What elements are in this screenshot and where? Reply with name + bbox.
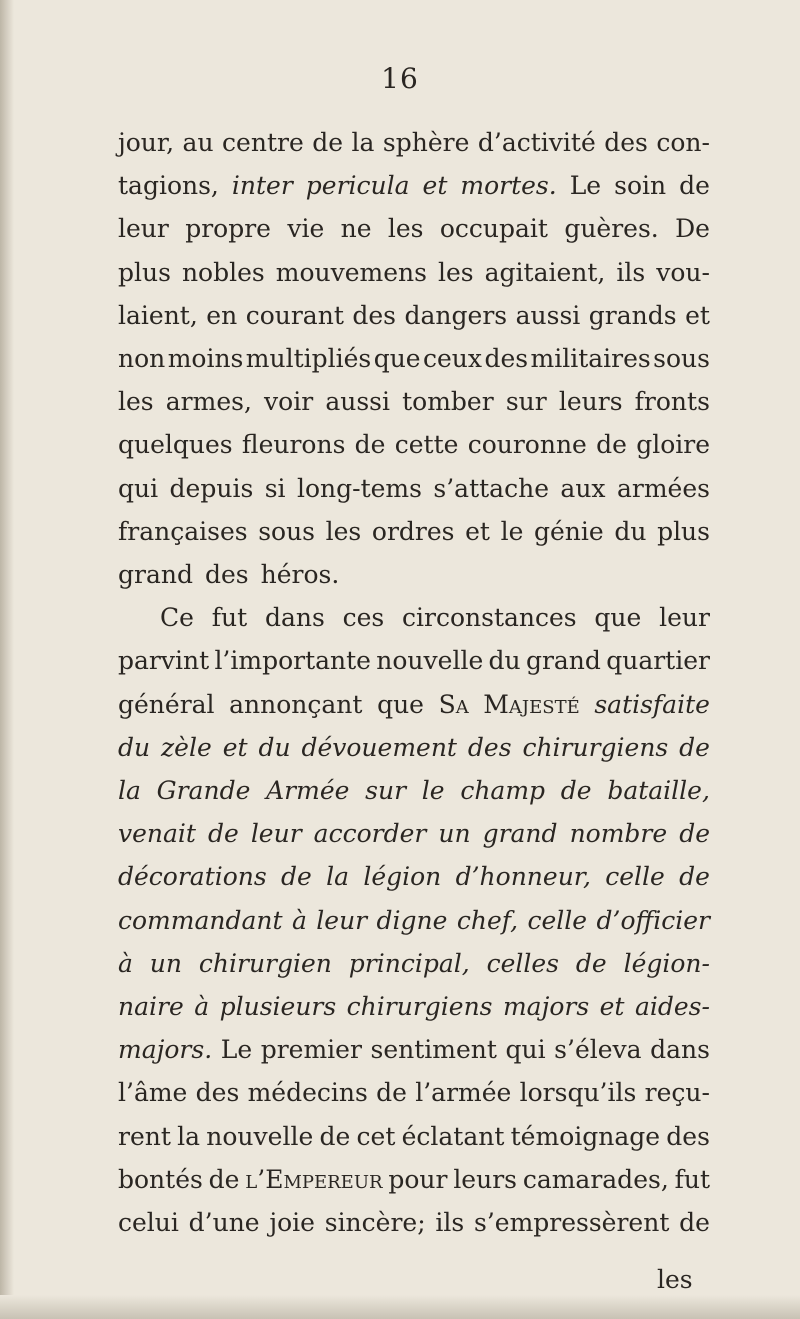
word: les [387, 214, 424, 244]
word: quelques [118, 430, 233, 460]
text-line [118, 1122, 710, 1151]
word: du [614, 516, 647, 546]
word: de [207, 819, 239, 849]
text-line [118, 344, 710, 373]
word: au [182, 128, 214, 157]
text-line [118, 733, 710, 762]
word: des [467, 732, 512, 762]
word: aussi [515, 300, 581, 330]
word: du [118, 732, 151, 762]
word: chirurgien [198, 948, 332, 978]
word: grand [118, 560, 193, 589]
word: à [291, 905, 307, 935]
word: légion- [623, 948, 710, 978]
word: sphère [382, 128, 470, 157]
word: des [484, 344, 529, 373]
text-line [118, 776, 710, 805]
word: en [206, 300, 238, 330]
word: un [438, 819, 471, 849]
word: plusieurs [219, 992, 337, 1021]
word: vou- [656, 257, 710, 287]
text-line [118, 949, 710, 978]
word: fronts [634, 387, 710, 417]
word: la [177, 1121, 201, 1151]
word: fleurons [241, 430, 346, 460]
word: joie [269, 1208, 315, 1237]
word: grand [525, 646, 601, 676]
word: annonçant [229, 689, 363, 719]
word: vie [287, 214, 325, 244]
word: ne [340, 214, 372, 244]
text-line [118, 646, 710, 675]
word: militaires [530, 344, 651, 373]
word: de [679, 171, 710, 201]
word: majors [502, 992, 590, 1021]
word: guères. [564, 214, 659, 244]
word: éclatant [401, 1121, 505, 1151]
word: Le [220, 1035, 253, 1065]
word: reçu- [644, 1078, 710, 1108]
text-line [118, 430, 710, 459]
word: non [118, 344, 166, 373]
word: couronne [467, 430, 587, 460]
word: satisfaite [594, 689, 710, 719]
word: propre [185, 214, 271, 244]
word: occupait [439, 214, 548, 244]
word: voir [264, 387, 314, 417]
text-line [118, 214, 710, 243]
word: ils [616, 257, 646, 287]
word: premier [260, 1035, 362, 1065]
word: con- [656, 128, 710, 157]
word: armées [616, 473, 710, 503]
text-line [118, 517, 710, 546]
word: jour, [118, 128, 175, 157]
word: sentiment [370, 1035, 497, 1065]
text-line [118, 258, 710, 287]
word: la [351, 128, 375, 157]
text-line [118, 171, 710, 200]
word: le [500, 516, 524, 546]
word: lorsqu’ils [519, 1078, 637, 1108]
word: et [422, 171, 448, 201]
text-line [118, 560, 710, 589]
word: Sa [438, 689, 469, 719]
page-number: 16 [381, 62, 419, 95]
word: de [208, 1164, 240, 1194]
catchword: les [657, 1265, 693, 1294]
word: de [354, 430, 386, 460]
word: du [258, 732, 291, 762]
word: De [675, 214, 710, 244]
word: leur [316, 905, 368, 935]
word: de [575, 948, 607, 978]
word: sur [365, 776, 407, 805]
word: ces [342, 603, 385, 633]
word: de [679, 732, 710, 762]
word: principal, [348, 948, 470, 978]
text-line [118, 690, 710, 719]
word: pericula [305, 171, 410, 201]
word: ils [435, 1208, 465, 1237]
word: dans [264, 603, 325, 633]
word: de [679, 1208, 710, 1237]
word: long-tems [296, 473, 422, 503]
word: des [204, 560, 249, 589]
word: cette [394, 430, 459, 460]
word: chef, [456, 905, 519, 935]
word: mortes. [460, 171, 557, 201]
word: des [666, 1121, 710, 1151]
text-line [118, 1208, 710, 1237]
word: l’importante [214, 646, 371, 676]
word: et [599, 992, 625, 1021]
text-line [118, 1035, 710, 1064]
word: depuis [169, 473, 254, 503]
word: sous [258, 516, 316, 546]
word: s’éleva [554, 1035, 642, 1065]
word: majors. [118, 1035, 213, 1065]
word: zèle [161, 732, 212, 762]
word: leur [250, 819, 302, 849]
word: d’officier [596, 905, 710, 935]
word: que [594, 603, 642, 633]
word: gloire [636, 430, 710, 460]
word: centre [222, 128, 304, 157]
word: moins [167, 344, 244, 373]
word: de [312, 128, 344, 157]
word: plus [657, 516, 710, 546]
word: aux [560, 473, 606, 503]
word: qui [118, 473, 159, 503]
word: tagions, [118, 171, 219, 201]
word: génie [534, 516, 604, 546]
text-line [118, 387, 710, 416]
word: dans [650, 1035, 710, 1065]
word: la [326, 862, 350, 892]
word: les [325, 516, 362, 546]
word: multipliés [245, 344, 372, 373]
word: des [604, 128, 648, 157]
word: camarades, [522, 1164, 669, 1194]
word: les [437, 257, 474, 287]
text-line [118, 474, 710, 503]
word: que [377, 689, 424, 719]
word: parvint [118, 646, 210, 676]
word: sur [505, 387, 547, 417]
word: celle [527, 905, 588, 935]
word: Le [569, 171, 602, 201]
word: l’Empereur [245, 1164, 383, 1194]
word: chirurgiens [522, 732, 669, 762]
word: laient, [118, 300, 198, 330]
word: celles [486, 948, 559, 978]
word: de [281, 862, 312, 892]
word: à [194, 992, 210, 1021]
word: circonstances [402, 603, 577, 633]
word: la [118, 776, 141, 805]
word: nouvelle [376, 646, 484, 676]
word: d’activité [477, 128, 596, 157]
word: médecins [247, 1078, 368, 1108]
word: nouvelle [206, 1121, 314, 1151]
word: décorations [118, 862, 267, 892]
text-line [118, 906, 710, 935]
text-line [118, 992, 710, 1021]
word: et [222, 732, 248, 762]
word: armes, [165, 387, 252, 417]
word: Armée [266, 776, 350, 805]
word: celui [118, 1208, 179, 1237]
text-line [118, 301, 710, 330]
word: chirurgiens [346, 992, 493, 1021]
word: rent [118, 1121, 171, 1151]
word: sincère; [324, 1208, 426, 1237]
word: fut [674, 1164, 710, 1194]
word: aides- [634, 992, 710, 1021]
word: d’une [188, 1208, 260, 1237]
word: commandant [118, 905, 283, 935]
word: mouvemens [275, 257, 427, 287]
word: Ce [160, 603, 194, 633]
word: général [118, 689, 215, 719]
word: dévouement [301, 732, 457, 762]
word: leurs [558, 387, 623, 417]
word: plus [118, 257, 171, 287]
word: pour [388, 1164, 448, 1194]
word: ceux [423, 344, 483, 373]
word: s’attache [433, 473, 549, 503]
word: témoignage [510, 1121, 661, 1151]
word: aussi [325, 387, 390, 417]
word: naire [118, 992, 184, 1021]
word: quartier [606, 646, 710, 676]
word: nobles [181, 257, 265, 287]
word: soin [614, 171, 667, 201]
word: des [352, 300, 397, 330]
word: le [421, 776, 445, 805]
word: grands [588, 300, 677, 330]
word: Grande [156, 776, 251, 805]
word: leur [118, 214, 169, 244]
word: les [118, 387, 154, 417]
word: de [679, 862, 710, 892]
word: que [373, 344, 421, 373]
word: de [376, 1078, 407, 1108]
word: sous [653, 344, 710, 373]
word: d’honneur, [455, 862, 591, 892]
word: nombre [569, 819, 668, 849]
word: françaises [118, 516, 248, 546]
word: ordres [371, 516, 455, 546]
text-line [160, 603, 710, 632]
word: celle [605, 862, 665, 892]
word: héros. [260, 560, 340, 589]
word: de [560, 776, 592, 805]
word: de [679, 819, 710, 849]
word: fut [211, 603, 248, 633]
word: à [118, 948, 133, 978]
word: grand [482, 819, 558, 849]
word: digne [376, 905, 448, 935]
word: cet [356, 1121, 396, 1151]
word: Majesté [483, 689, 580, 719]
word: des [195, 1078, 240, 1108]
word: inter [231, 171, 293, 201]
text-line [118, 1078, 710, 1107]
word: bataille, [607, 776, 710, 805]
word: si [264, 473, 286, 503]
text-line [118, 128, 710, 157]
word: champ [460, 776, 546, 805]
word: venait [118, 819, 196, 849]
text-line [118, 819, 710, 848]
word: du [488, 646, 521, 676]
word: s’empressèrent [474, 1208, 670, 1237]
word: l’armée [415, 1078, 512, 1108]
word: qui [505, 1035, 546, 1065]
word: l’âme [118, 1078, 188, 1108]
word: légion [363, 862, 442, 892]
word: un [149, 948, 182, 978]
word: leur [659, 603, 710, 633]
word: de [319, 1121, 351, 1151]
word: leurs [453, 1164, 517, 1194]
word: et [465, 516, 490, 546]
word: de [596, 430, 627, 460]
word: dangers [404, 300, 508, 330]
text-line [118, 862, 710, 891]
text-line [118, 1165, 710, 1194]
word: et [685, 300, 710, 330]
word: courant [245, 300, 344, 330]
word: bontés [118, 1164, 203, 1194]
word: tomber [402, 387, 494, 417]
word: agitaient, [484, 257, 606, 287]
word: accorder [313, 819, 427, 849]
